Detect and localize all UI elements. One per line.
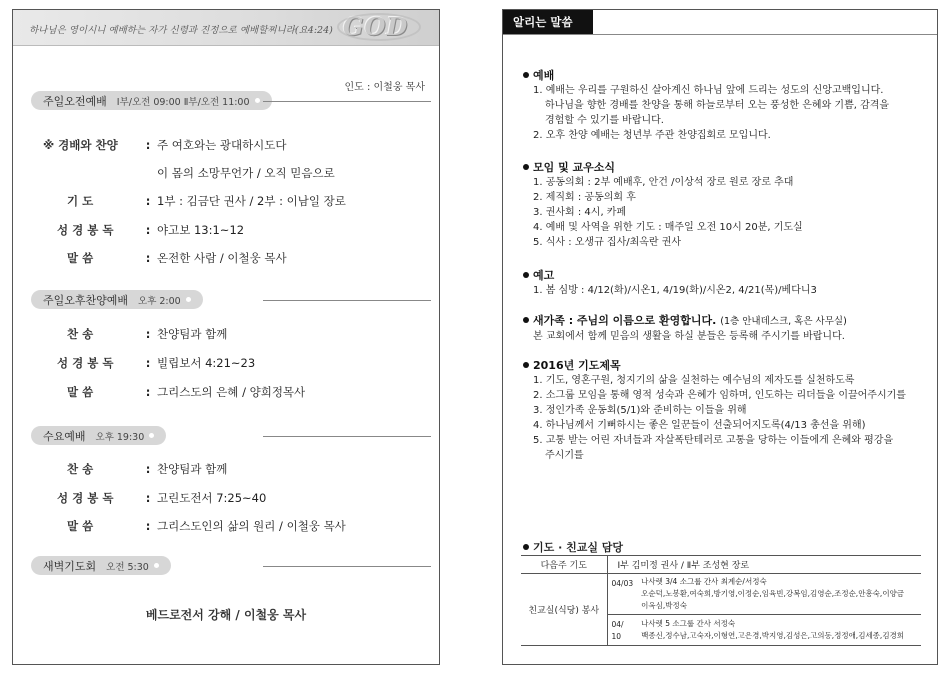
list-item: 하나님을 향한 경배를 찬양을 통해 하늘로부터 오는 풍성한 은혜와 기쁨, 감격을 bbox=[545, 100, 890, 111]
duty-group: 나사렛 3/4 소그룹 간사 최계순/서정숙 bbox=[641, 577, 767, 586]
table-row bbox=[521, 574, 921, 615]
order-value: 빌립보서 4:21~23 bbox=[157, 356, 256, 370]
morning-service-header bbox=[31, 91, 272, 110]
section-heading: 새가족 : 주님의 이름으로 환영합니다. bbox=[533, 314, 717, 327]
announcements-title: 알리는 말씀 bbox=[513, 15, 573, 29]
wednesday-service-title: 수요예배 bbox=[43, 429, 86, 443]
banner-verse: 하나님은 영이시니 예배하는 자가 신령과 진정으로 예배할찌니라(요4:24) bbox=[29, 25, 333, 36]
list-item: 4. 하나님께서 기뻐하시는 좋은 일꾼들이 선출되어지도록(4/13 총선을 위해) bbox=[533, 420, 866, 431]
order-value: 주 여호와는 광대하시도다 bbox=[157, 138, 287, 152]
afternoon-service-time: 오후 2:00 bbox=[138, 295, 181, 307]
order-row: 찬 송 : 찬양팀과 함께 bbox=[57, 326, 227, 342]
worship-order-panel bbox=[12, 9, 440, 665]
order-value: 그리스도인의 삶의 원리 / 이철웅 목사 bbox=[157, 519, 346, 533]
table-row bbox=[521, 556, 921, 574]
list-item: 1. 공동의회 : 2부 예배후, 안건 /이상석 장로 원로 장로 추대 bbox=[533, 177, 794, 188]
afternoon-service-header bbox=[31, 290, 203, 309]
section-heading: 2016년 기도제목 bbox=[533, 359, 621, 372]
order-value: 온전한 사람 / 이철웅 목사 bbox=[157, 251, 287, 265]
order-row: 말 씀 : 온전한 사람 / 이철웅 목사 bbox=[57, 250, 287, 266]
duty-heading-text: 기도 · 친교실 담당 bbox=[533, 541, 624, 554]
list-item: 본 교회에서 함께 믿음의 생활을 하실 분들은 등록해 주시기를 바랍니다. bbox=[533, 331, 845, 342]
duty-heading bbox=[523, 539, 623, 555]
dawn-prayer-time: 오전 5:30 bbox=[106, 561, 149, 573]
list-item: 1. 예배는 우리를 구원하신 살아계신 하나님 앞에 드리는 성도의 신앙고백입니다. bbox=[533, 85, 884, 96]
section-heading: 예배 bbox=[533, 69, 555, 82]
next-prayer-label: 다음주 기도 bbox=[521, 556, 607, 574]
order-row: 말 씀 : 그리스도의 은혜 / 양희정목사 bbox=[57, 384, 305, 400]
bullet-icon bbox=[523, 362, 529, 368]
bullet-icon bbox=[523, 544, 529, 550]
afternoon-service-title: 주일오후찬양예배 bbox=[43, 293, 129, 307]
order-label: 성 경 봉 독 bbox=[57, 356, 114, 370]
duty-names: 이옥심,박정숙 bbox=[641, 601, 687, 610]
morning-service-time: Ⅰ부/오전 09:00 Ⅱ부/오전 11:00 bbox=[116, 96, 250, 108]
worship-section bbox=[523, 68, 927, 143]
prayer-topics-section bbox=[523, 358, 927, 463]
duty-names: 백종신,정수남,고숙자,이형연,고은경,박지영,김성은,고의동,정정애,김세종,김경희 bbox=[641, 631, 905, 640]
section-heading: 모임 및 교우소식 bbox=[533, 161, 616, 174]
order-value: 그리스도의 은혜 / 양희정목사 bbox=[157, 385, 306, 399]
presider: 인도 : 이철웅 목사 bbox=[344, 82, 425, 93]
bullet-icon bbox=[523, 164, 529, 170]
list-item: 2. 오후 찬양 예배는 청년부 주관 찬양집회로 모입니다. bbox=[533, 130, 771, 141]
order-label: 기 도 bbox=[67, 194, 94, 208]
order-value: 1부 : 김금단 권사 / 2부 : 이남일 장로 bbox=[157, 194, 346, 208]
dawn-prayer-title: 새벽기도회 bbox=[43, 559, 97, 573]
order-row bbox=[57, 165, 335, 181]
bullet-icon bbox=[523, 72, 529, 78]
duty-table bbox=[521, 555, 921, 646]
order-row: ※ 경배와 찬양 : 주 여호와는 광대하시도다 bbox=[43, 138, 287, 152]
god-logo-text: GOD bbox=[343, 12, 409, 41]
order-row: 말 씀 : 그리스도인의 삶의 원리 / 이철웅 목사 bbox=[57, 518, 346, 534]
order-value: 야고보 13:1~12 bbox=[157, 223, 245, 237]
order-row: 찬 송 : 찬양팀과 함께 bbox=[57, 461, 227, 477]
newcomers-section bbox=[523, 313, 927, 344]
order-label: 말 씀 bbox=[67, 251, 94, 265]
list-item: 3. 정인가족 운동회(5/1)와 준비하는 이들을 위해 bbox=[533, 405, 747, 416]
bullet-icon bbox=[523, 317, 529, 323]
duty-date: 04/ 10 bbox=[607, 615, 637, 646]
section-heading: 예고 bbox=[533, 269, 555, 282]
list-item: 4. 예배 및 사역을 위한 기도 : 매주일 오전 10시 20분, 기도실 bbox=[533, 222, 803, 233]
announcements-panel bbox=[502, 9, 938, 665]
duty-date: 04/03 bbox=[607, 574, 637, 615]
order-label: ※ 경배와 찬양 bbox=[43, 138, 118, 152]
list-item: 주시기를 bbox=[545, 450, 584, 461]
next-prayer-value: Ⅰ부 김미정 권사 / Ⅱ부 조성현 장로 bbox=[607, 556, 921, 574]
list-item: 3. 권사회 : 4시, 카페 bbox=[533, 207, 627, 218]
list-item: 1. 봄 심방 : 4/12(화)/시온1, 4/19(화)/시온2, 4/21(목)/베다니3 bbox=[533, 285, 817, 296]
order-label: 찬 송 bbox=[67, 327, 94, 341]
order-label: 말 씀 bbox=[67, 385, 94, 399]
list-item: 1. 기도, 영혼구원, 청지기의 삶을 실천하는 예수님의 제자도를 실천하도록 bbox=[533, 375, 855, 386]
list-item: 5. 식사 : 오생규 집사/최옥란 권사 bbox=[533, 237, 682, 248]
announcements-tab bbox=[503, 10, 593, 34]
list-item: 5. 고통 받는 어린 자녀들과 자살폭탄테러로 고통을 당하는 이들에게 은혜와 평강을 bbox=[533, 435, 894, 446]
newcomers-note: (1층 안내데스크, 혹은 사무실) bbox=[720, 316, 847, 327]
meetings-section bbox=[523, 160, 927, 250]
order-row: 성 경 봉 독 : 야고보 13:1~12 bbox=[57, 223, 245, 237]
morning-service-title: 주일오전예배 bbox=[43, 94, 107, 108]
dawn-prayer-text: 베드로전서 강해 / 이철웅 목사 bbox=[145, 608, 307, 622]
wednesday-service-header bbox=[31, 426, 166, 445]
list-item: 2. 제직회 : 공동의회 후 bbox=[533, 192, 636, 203]
bullet-icon bbox=[523, 272, 529, 278]
notice-section bbox=[523, 268, 927, 298]
order-label: 성 경 봉 독 bbox=[57, 491, 114, 505]
duty-names: 오순덕,노봉환,여숙희,방기영,이정순,임육빈,강복임,김영순,조정순,안흥숙,이양금 bbox=[641, 589, 905, 598]
order-value: 찬양팀과 함께 bbox=[157, 327, 228, 341]
order-value: 고린도전서 7:25~40 bbox=[157, 491, 267, 505]
order-row: 기 도 : 1부 : 김금단 권사 / 2부 : 이남일 장로 bbox=[57, 193, 346, 209]
duty-group: 나사렛 5 소그룹 간사 서정숙 bbox=[641, 619, 736, 628]
order-row: 성 경 봉 독 : 고린도전서 7:25~40 bbox=[57, 491, 267, 505]
list-item: 경험할 수 있기를 바랍니다. bbox=[545, 115, 664, 126]
order-row: 성 경 봉 독 : 빌립보서 4:21~23 bbox=[57, 356, 256, 370]
dawn-prayer-header bbox=[31, 556, 171, 575]
header-banner bbox=[13, 10, 439, 46]
fellowship-label: 친교실(식당) 봉사 bbox=[521, 574, 607, 646]
god-logo bbox=[343, 12, 417, 42]
order-value: 찬양팀과 함께 bbox=[157, 462, 228, 476]
order-label: 찬 송 bbox=[67, 462, 94, 476]
list-item: 2. 소그룹 모임을 통해 영적 성숙과 은혜가 임하며, 인도하는 리더들을 이끌어주시기를 bbox=[533, 390, 906, 401]
wednesday-service-time: 오후 19:30 bbox=[95, 431, 145, 443]
order-value: 이 몸의 소망무언가 / 오직 믿음으로 bbox=[157, 166, 335, 180]
order-label: 말 씀 bbox=[67, 519, 94, 533]
order-label: 성 경 봉 독 bbox=[57, 223, 114, 237]
